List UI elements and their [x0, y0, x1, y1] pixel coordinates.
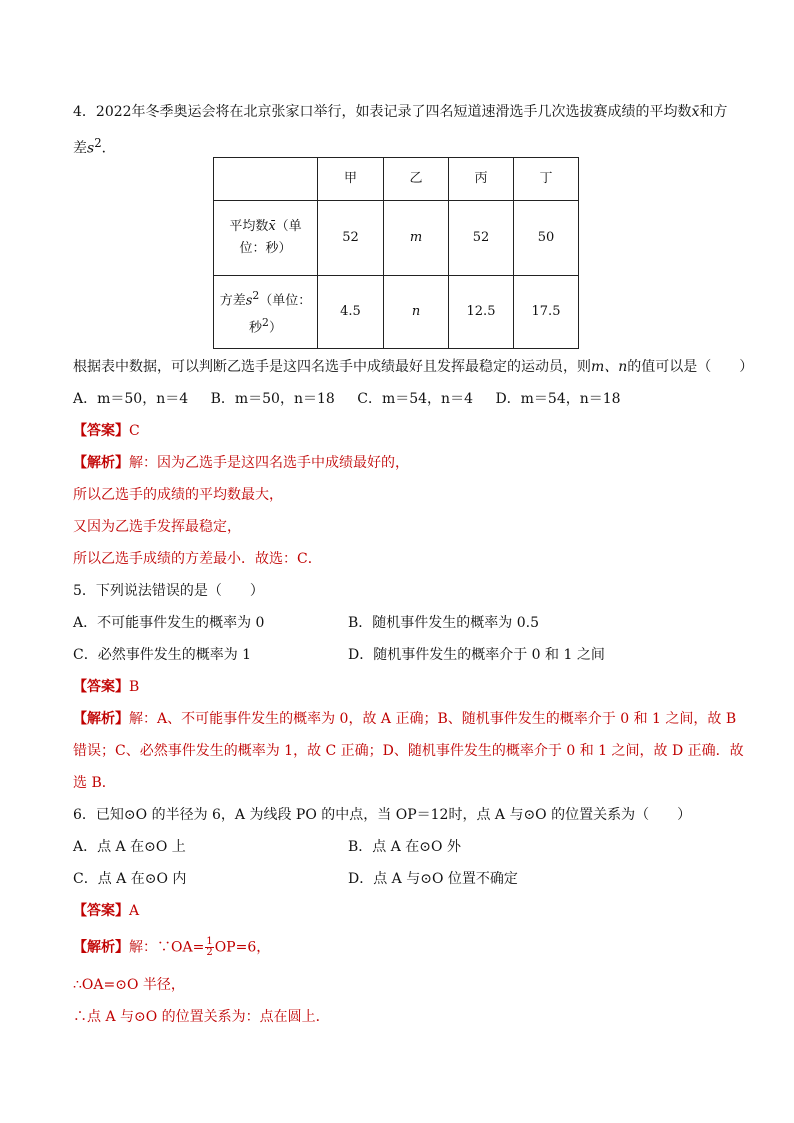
q6-option-d: D．点 A 与⊙O 位置不确定 — [348, 871, 518, 887]
q4-answer: 【答案】C — [73, 423, 140, 439]
q6-analysis-3: ∴点 A 与⊙O 的位置关系为：点在圆上． — [73, 1009, 330, 1025]
fraction-one-half: $\frac{1}{2}$ — [206, 936, 213, 958]
table-row-mean: 平均数x̄（单位：秒） 52 m 52 50 — [214, 201, 579, 276]
table-header-row: 甲 乙 丙 丁 — [214, 158, 579, 201]
row-label-mean: 平均数x̄（单位：秒） — [214, 201, 318, 276]
q4-stem-line2: 差$s^2$． — [73, 136, 116, 157]
q5-analysis-2: 错误；C、必然事件发生的概率为 1，故 C 正确；D、随机事件发生的概率介于 0 和 1 之间，故 D 正确．故 — [73, 743, 744, 759]
q4-analysis-3: 又因为乙选手发挥最稳定， — [73, 519, 241, 535]
q4-option-c: C．m＝54，n＝4 — [357, 391, 473, 407]
q6-option-c: C．点 A 在⊙O 内 — [73, 871, 187, 887]
q5-option-b: B．随机事件发生的概率为 0.5 — [348, 615, 540, 631]
q6-stem: 6．已知⊙O 的半径为 6，A 为线段 PO 的中点，当 OP＝12时，点 A 与⊙O 的位置关系为（ ） — [73, 807, 692, 823]
mean-symbol: x̄ — [691, 104, 700, 120]
row-label-variance: 方差$s^2$（单位：秒$^2$） — [214, 276, 318, 349]
q6-option-b: B．点 A 在⊙O 外 — [348, 839, 461, 855]
q4-analysis-4: 所以乙选手成绩的方差最小．故选：C． — [73, 551, 322, 567]
q5-analysis-3: 选 B． — [73, 775, 116, 791]
q4-question: 根据表中数据，可以判断乙选手是这四名选手中成绩最好且发挥最稳定的运动员，则m、n的值可以是（ ） — [73, 359, 754, 375]
q5-analysis-1: 【解析】解：A、不可能事件发生的概率为 0，故 A 正确；B、随机事件发生的概率介于 0 和 1 之间，故 B — [73, 711, 737, 727]
table-row-variance: 方差$s^2$（单位：秒$^2$） 4.5 n 12.5 17.5 — [214, 276, 579, 349]
q4-option-d: D．m＝54，n＝18 — [495, 391, 621, 407]
q5-option-a: A．不可能事件发生的概率为 0 — [73, 615, 265, 631]
q5-stem: 5．下列说法错误的是（ ） — [73, 583, 264, 599]
q4-option-b: B．m＝50，n＝18 — [210, 391, 335, 407]
q4-stem-line1: 4．2022年冬季奥运会将在北京张家口举行，如表记录了四名短道速滑选手几次选拔赛成绩的平均数x̄和方 — [73, 104, 728, 120]
q4-data-table — [213, 157, 579, 349]
q4-analysis-1: 【解析】解：因为乙选手是这四名选手中成绩最好的， — [73, 455, 409, 471]
q6-analysis-2: ∴OA=⊙O 半径， — [73, 977, 185, 993]
q4-option-a: A．m＝50，n＝4 — [73, 391, 189, 407]
q6-option-a: A．点 A 在⊙O 上 — [73, 839, 186, 855]
q5-option-c: C．必然事件发生的概率为 1 — [73, 647, 252, 663]
q4-options — [73, 389, 621, 409]
q5-answer: 【答案】B — [73, 679, 140, 695]
q4-analysis-2: 所以乙选手的成绩的平均数最大， — [73, 487, 283, 503]
q6-answer: 【答案】A — [73, 903, 140, 919]
q6-analysis-1: 【解析】解：∵OA= $\frac{1}{2}$ OP=6， — [73, 936, 271, 958]
q5-option-d: D．随机事件发生的概率介于 0 和 1 之间 — [348, 647, 605, 663]
